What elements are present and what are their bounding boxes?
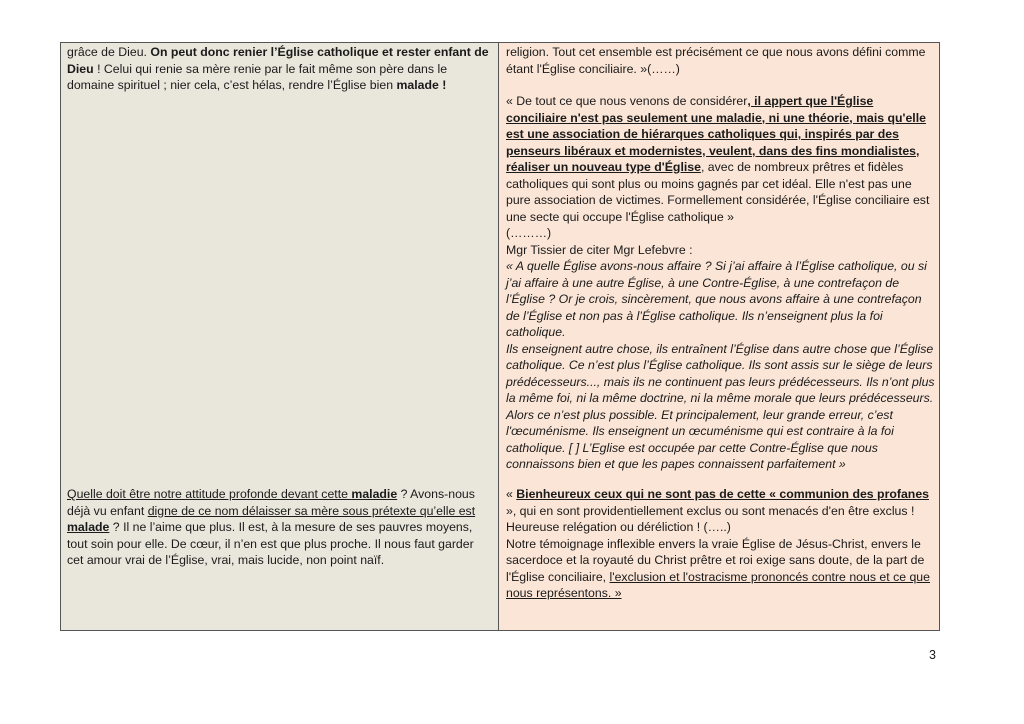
bold-text: malade ! (396, 78, 447, 92)
left-column (61, 43, 499, 630)
italic-quote: Ils enseignent autre chose, ils entraînent l’Église dans autre chose que l’Église catholique. Ce n’est plus l’Église catholique. Ils sont assis sur le siège de leurs prédécesseurs..., mais ils ne continuent pas leurs prédécesseurs. Ils n’ont plus la même foi, ni la même doctrine, ni la même morale que leurs prédécesseurs. Alors ce n’est plus possible. Et principalement, leur grande erreur, c’est l'œcuménisme. Ils enseignent un œcuménisme qui est contraire à la foi catholique. [ ] L’Eglise est occupée par cette Contre-Église que nous connaissons bien et que les papes connaissent parfaitement » (506, 341, 935, 471)
underlined-bold-text: , il appert que l'Église conciliaire n'est pas seulement une maladie, ni une théorie, mais qu'elle est une association de hiérarques catholiques qui, inspirés par des penseurs libéraux et modernistes, veulent, dans des fins mondialistes, réaliser un nouveau type d'Église (506, 94, 926, 174)
underlined-bold-text: Bienheureux ceux qui ne sont pas de cette « communion des profanes (516, 487, 929, 501)
paragraph: « De tout ce que nous venons de considérer, il appert que l'Église conciliaire n'est pas seulement une maladie, ni une théorie, mais qu'elle est une association de hiérarques catholiques qui, inspirés par des penseurs libéraux et modernistes, veulent, dans des fins mondialistes, réaliser un nouveau type d'Église, avec de nombreux prêtres et fidèles catholiques qui sont plus ou moins gagnés par cet idéal. Elle n'est pas une pure association de victimes. Formellement considérée, l'Église conciliaire est une secte qui occupe l'Église catholique » (506, 94, 930, 224)
right-bottom-block: « Bienheureux ceux qui ne sont pas de cette « communion des profanes », qui en sont providentiellement exclus ou sont menacés d'en être exclus ! Heureuse relégation ou déréliction ! (…..) Notre témoignage inflexible envers la vraie Église de Jésus-Christ, envers le sacerdoce et la royauté du Christ prêtre et roi exige sans doute, de la part de l'Église conciliaire, l'exclusion et l'ostracisme prononcés contre nous et ce que nous représentons. » (506, 487, 930, 600)
left-top-paragraph: grâce de Dieu. On peut donc renier l’Église catholique et rester enfant de Dieu ! Celui qui renie sa mère renie par le fait même son père dans le domaine spirituel ; nier cela, c’est hélas, rendre l’Église bien malade ! (67, 45, 489, 92)
underlined-text: digne de ce nom délaisser sa mère sous prétexte qu’elle est (147, 503, 476, 518)
right-column (499, 43, 939, 630)
left-bottom-paragraph: Quelle doit être notre attitude profonde devant cette maladie ? Avons-nous déjà vu enfant digne de ce nom délaisser sa mère sous prétexte qu’elle est malade ? Il ne l’aime que plus. Il est, à la mesure de ses pauvres moyens, tout soin pour elle. De cœur, il n’en est que plus proche. Il nous faut garder cet amour vrai de l’Église, vrai, mais lucide, non point naïf. (67, 487, 476, 567)
page-number: 3 (929, 648, 936, 662)
citation-intro: Mgr Tissier de citer Mgr Lefebvre : (506, 242, 693, 257)
two-column-table (60, 42, 940, 631)
underlined-text: l'exclusion et l'ostracisme prononcés contre nous et ce que nous représentons. » (506, 569, 930, 600)
bold-text: On peut donc renier l’Église catholique et rester enfant de Dieu (67, 45, 489, 76)
right-top-block (506, 44, 935, 473)
underlined-bold-text: maladie (351, 487, 398, 501)
ellipsis-line: (………) (506, 226, 552, 240)
underlined-bold-text: malade (67, 520, 110, 534)
paragraph: religion. Tout cet ensemble est précisément ce que nous avons défini comme étant l'Église conciliaire. »(……) (506, 45, 926, 76)
italic-quote: « A quelle Église avons-nous affaire ? Si j’ai affaire à l’Église catholique, ou si j’ai affaire à une autre Église, à une Contre-Église, à une contrefaçon de l’Église ? Or je crois, sincèrement, que nous avons affaire à une contrefaçon de l’Église et non pas à l’Église catholique. Ils n’enseignent plus la foi catholique. (506, 259, 927, 339)
